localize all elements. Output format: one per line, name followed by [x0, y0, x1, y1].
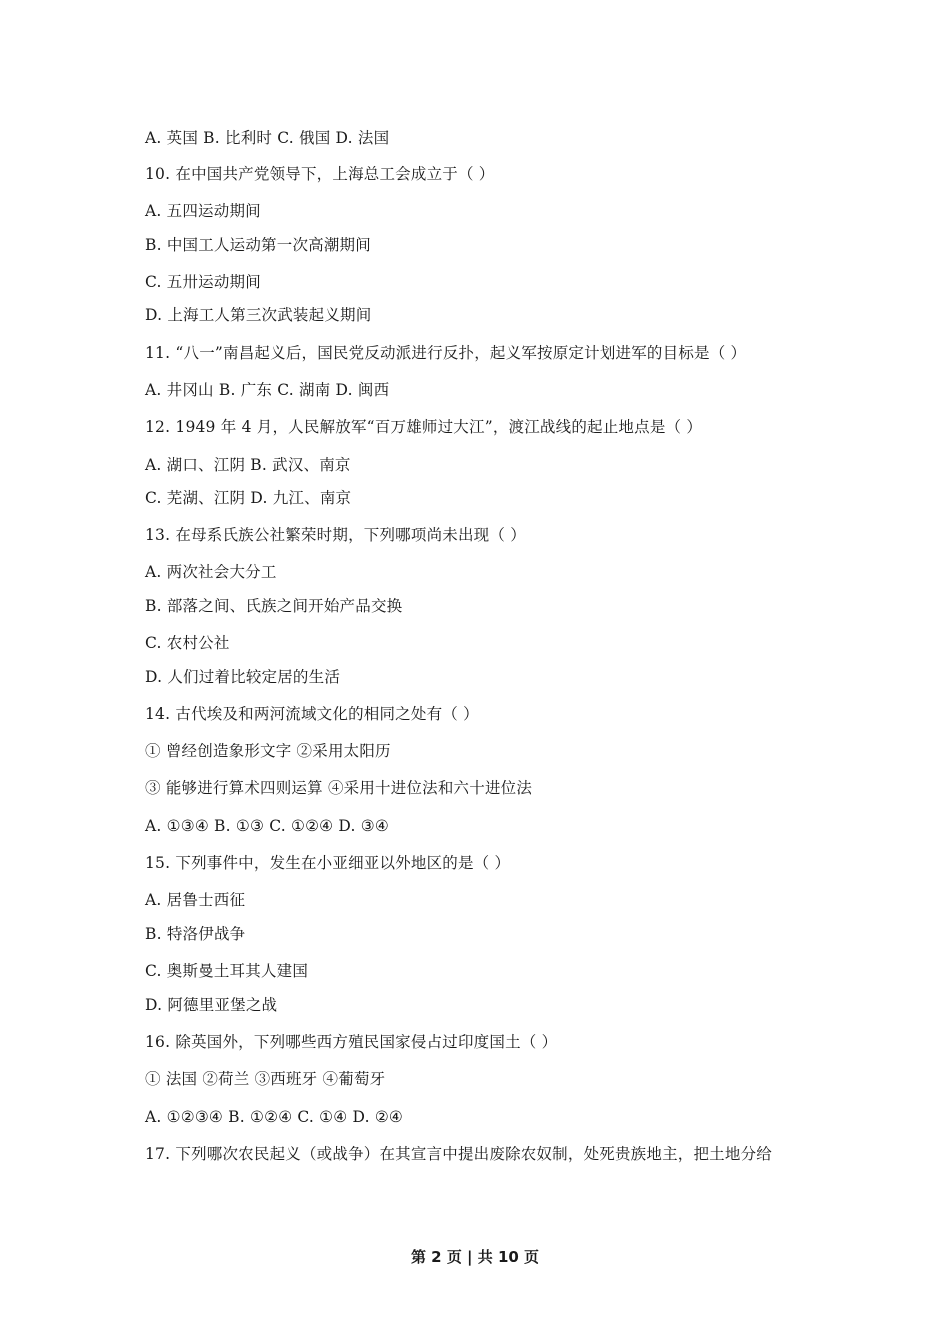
question-13: 13. 在母系氏族公社繁荣时期，下列哪项尚未出现（ ）: [145, 526, 526, 544]
statement-line-q14-1: ① 曾经创造象形文字 ②采用太阳历: [145, 742, 391, 760]
question-15: 15. 下列事件中，发生在小亚细亚以外地区的是（ ）: [145, 854, 511, 872]
option-15d: D. 阿德里亚堡之战: [145, 996, 278, 1014]
option-15b: B. 特洛伊战争: [145, 925, 246, 943]
statement-line-q14-2: ③ 能够进行算术四则运算 ④采用十进位法和六十进位法: [145, 779, 533, 797]
option-10b: B. 中国工人运动第一次高潮期间: [145, 236, 371, 254]
question-17: 17. 下列哪次农民起义（或战争）在其宣言中提出废除农奴制，处死贵族地主，把土地分给: [145, 1145, 772, 1163]
option-13d: D. 人们过着比较定居的生活: [145, 668, 341, 686]
option-13a: A. 两次社会大分工: [145, 563, 277, 581]
question-11: 11. “八一”南昌起义后，国民党反动派进行反扑，起义军按原定计划进军的目标是（ ）: [145, 344, 747, 362]
question-10: 10. 在中国共产党领导下，上海总工会成立于（ ）: [145, 165, 495, 183]
option-line-q14: A. ①③④ B. ①③ C. ①②④ D. ③④: [145, 817, 389, 835]
page-footer: 第 2 页 | 共 10 页: [410, 1248, 540, 1266]
question-14: 14. 古代埃及和两河流域文化的相同之处有（ ）: [145, 705, 479, 723]
option-15a: A. 居鲁士西征: [145, 891, 246, 909]
option-line-q11: A. 井冈山 B. 广东 C. 湖南 D. 闽西: [145, 381, 390, 399]
option-line-q12-2: C. 芜湖、江阴 D. 九江、南京: [145, 489, 352, 507]
option-13b: B. 部落之间、氏族之间开始产品交换: [145, 597, 403, 615]
option-10a: A. 五四运动期间: [145, 202, 261, 220]
question-16: 16. 除英国外，下列哪些西方殖民国家侵占过印度国土（ ）: [145, 1033, 558, 1051]
option-15c: C. 奥斯曼土耳其人建国: [145, 962, 309, 980]
option-13c: C. 农村公社: [145, 634, 230, 652]
option-10d: D. 上海工人第三次武装起义期间: [145, 306, 372, 324]
statement-line-q16: ① 法国 ②荷兰 ③西班牙 ④葡萄牙: [145, 1070, 386, 1088]
option-10c: C. 五卅运动期间: [145, 273, 261, 291]
option-line-q12-1: A. 湖口、江阴 B. 武汉、南京: [145, 456, 351, 474]
option-line-q16: A. ①②③④ B. ①②④ C. ①④ D. ②④: [145, 1108, 404, 1126]
question-12: 12. 1949 年 4 月，人民解放军“百万雄师过大江”，渡江战线的起止地点是（ ）: [145, 418, 703, 436]
option-line-q9: A. 英国 B. 比利时 C. 俄国 D. 法国: [145, 129, 390, 147]
